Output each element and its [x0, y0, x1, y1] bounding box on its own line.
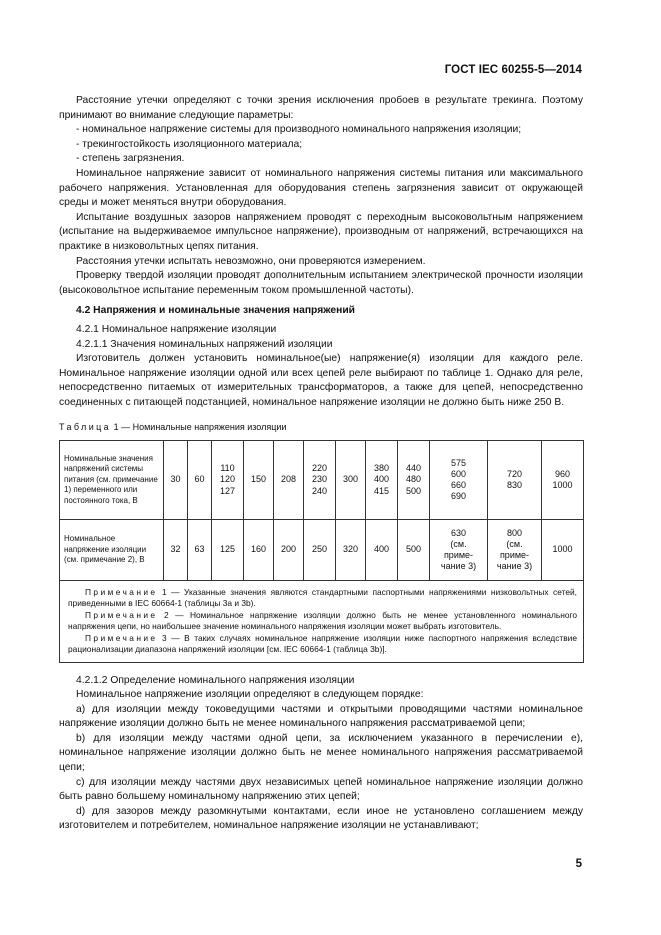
table-row [60, 441, 584, 520]
table-cell: 220 230 240 [304, 441, 336, 520]
subsection-title: 4.2.1.2 Определение номинального напряжения изоляции [76, 674, 355, 686]
table-caption-word: Таблица [59, 422, 112, 433]
table-notes-row [60, 581, 584, 662]
list-item: - трекингостойкость изоляционного материала; [76, 138, 303, 150]
table-cell: 1000 [542, 520, 584, 581]
table-caption [59, 420, 583, 435]
table-cell: 800 (см. приме- чание 3) [488, 520, 542, 581]
table-caption-text: 1 — Номинальные напряжения изоляции [113, 422, 287, 433]
row-header: Номинальные значения напряжений системы питания (см. примечание 1) переменного или постоянного тока, В [60, 441, 164, 520]
table-cell: 208 [274, 441, 304, 520]
table-cell: 380 400 415 [366, 441, 398, 520]
table-cell: 440 480 500 [398, 441, 430, 520]
note-label: Примечание [85, 587, 158, 598]
table-cell: 110 120 127 [212, 441, 244, 520]
table-cell: 720 830 [488, 441, 542, 520]
table-cell: 575 600 660 690 [430, 441, 488, 520]
table-notes [60, 581, 584, 662]
list-item: - номинальное напряжение системы для производного номинального напряжения изоляции; [76, 124, 522, 136]
table-cell: 320 [336, 520, 366, 581]
subsection-title: 4.2.1 Номинальное напряжение изоляции [76, 323, 277, 335]
page-body [59, 94, 583, 834]
page-number: 5 [575, 858, 582, 870]
note-text: 2 — Номинальное напряжение изоляции должно быть не менее установленного номинального напряжения цепи, но наибольшее значение номинального напряжения изоляции может выбрать изготовитель. [68, 609, 578, 632]
document-code: ГОСТ IEC 60255-5—2014 [444, 64, 582, 76]
paragraph: Номинальное напряжение зависит от номинального напряжения системы питания или максимального рабочего напряжения. Установленная для оборудования степень загрязнения зависит от окружающей среды и может меняться внутри оборудования. [59, 167, 583, 209]
note-text: 1 — Указанные значения являются стандартными паспортными напряжениями низковольтных сетей, приведенными в IEC 60664-1 (таблицы 3a и 3b). [68, 587, 577, 609]
list-item: c) для изоляции между частями двух независимых цепей номинальное напряжение изоляции должно быть равно большему номинальному напряжению этих цепей; [59, 776, 583, 803]
list-item: - степень загрязнения. [76, 153, 185, 165]
insulation-voltage-table [59, 440, 584, 662]
list-item: a) для изоляции между токоведущими частями и открытыми проводящими частями номинальное напряжение изоляции должно быть не менее номинального напряжения рассматриваемой цепи; [59, 703, 583, 730]
table-cell: 300 [336, 441, 366, 520]
paragraph: Расстояние утечки определяют с точки зрения исключения пробоев в результате трекинга. Поэтому принимают во внимание следующие параметры: [59, 95, 583, 121]
table-cell: 150 [244, 441, 274, 520]
paragraph: Проверку твердой изоляции проводят дополнительным испытанием электрической прочности изоляции (высоковольтное испытание переменным током промышленной частоты). [59, 270, 583, 296]
table-row [60, 520, 584, 581]
table-note [68, 610, 577, 633]
table-cell: 60 [188, 441, 212, 520]
subsection-title: 4.2.1.1 Значения номинальных напряжений изоляции [76, 338, 333, 350]
table-cell: 125 [212, 520, 244, 581]
note-text: 3 — В таких случаях номинальное напряжение изоляции ниже паспортного напряжения вследствие рационализации диапазона напряжений изоляции [см. IEC 60664-1 (таблица 3b)]. [68, 632, 577, 655]
table-cell: 200 [274, 520, 304, 581]
table-cell: 32 [164, 520, 188, 581]
table-cell: 630 (см. приме- чание 3) [430, 520, 488, 581]
table-cell: 400 [366, 520, 398, 581]
table-cell: 960 1000 [542, 441, 584, 520]
table-cell: 160 [244, 520, 274, 581]
note-label: Примечание [85, 632, 158, 643]
list-item: b) для изоляции между частями одной цепи, за исключением указанного в перечислении e), номинальное напряжение изоляции должно быть не менее номинального напряжения рассматриваемой цепи; [59, 732, 583, 774]
table-note [68, 587, 577, 610]
row-header: Номинальное напряжение изоляции (см. примечание 2), В [60, 520, 164, 581]
paragraph: Испытание воздушных зазоров напряжением проводят с переходным высоковольтным напряжением (испытание на выдерживаемое импульсное напряжение), производным от напряжений, встречающихся на практике в низковольтных цепях питания. [59, 211, 583, 252]
table-cell: 30 [164, 441, 188, 520]
table-cell: 250 [304, 520, 336, 581]
paragraph: Номинальное напряжение изоляции определяют в следующем порядке: [76, 689, 424, 701]
table-cell: 63 [188, 520, 212, 581]
paragraph: Изготовитель должен установить номинальное(ые) напряжение(я) изоляции для каждого реле. Номинальное напряжение изоляции одной или всех цепей реле выбирают по таблице 1. Однако для реле, непосредственно питаемых от измерительных трансформаторов, а также для цепей, непосредственно соединенных с питающей подстанцией, номинальное напряжение изоляции не должно быть ниже 250 В. [59, 353, 583, 408]
table-note [68, 633, 577, 656]
note-label: Примечание [85, 609, 158, 620]
section-heading: 4.2 Напряжения и номинальные значения напряжений [76, 305, 355, 317]
table-cell: 500 [398, 520, 430, 581]
list-item: d) для зазоров между разомкнутыми контактами, если иное не установлено соглашением между изготовителем и потребителем, номинальное напряжение изоляции не устанавливают; [59, 805, 583, 832]
paragraph: Расстояния утечки испытать невозможно, они проверяются измерением. [76, 255, 426, 267]
